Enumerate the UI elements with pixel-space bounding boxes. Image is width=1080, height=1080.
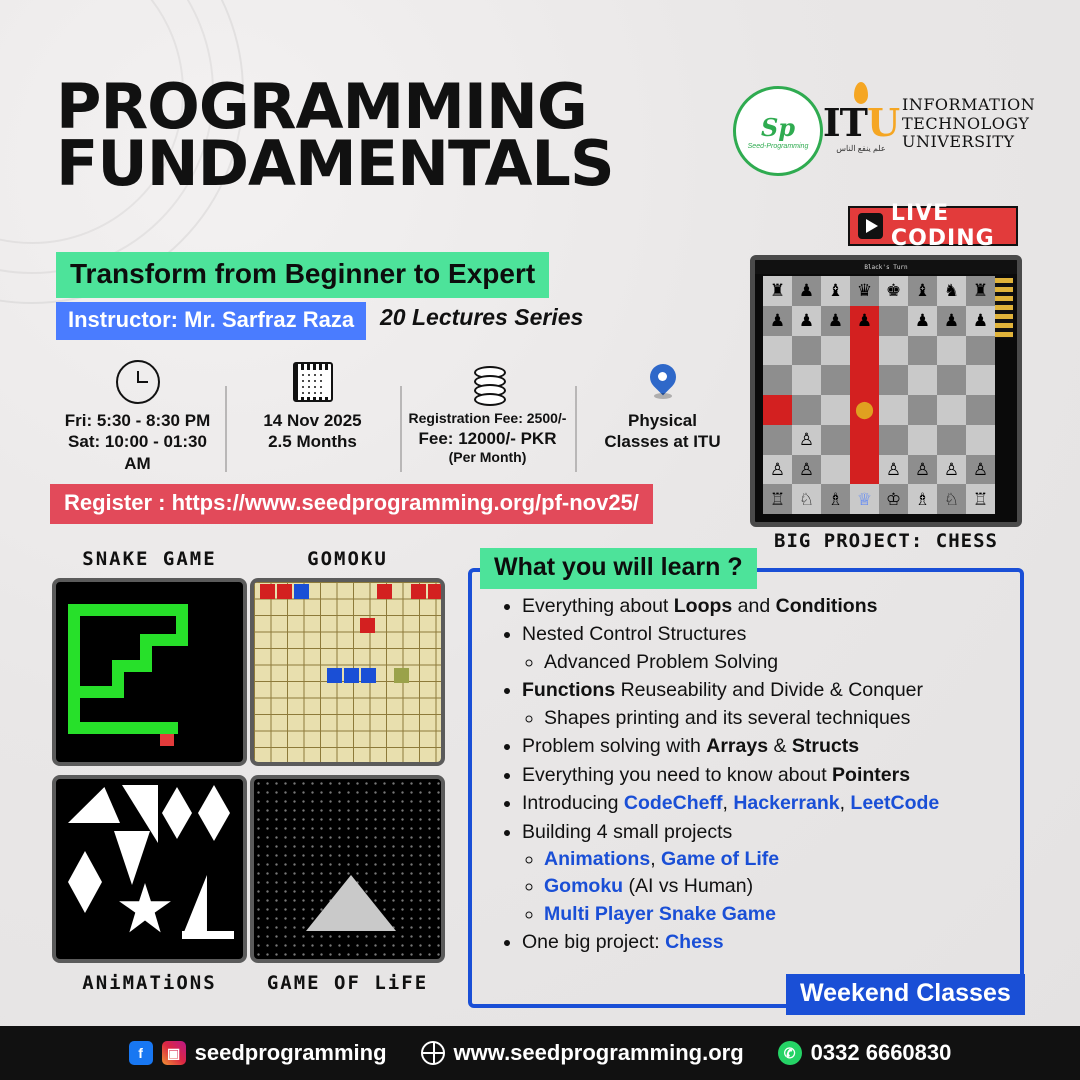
learn-text-fragment: , — [839, 792, 851, 815]
learn-text-fragment: Arrays — [706, 735, 769, 758]
schedule-line-1: Fri: 5:30 - 8:30 PM — [64, 411, 211, 430]
life-pyramid — [306, 875, 396, 931]
learn-sublist — [522, 652, 1016, 673]
seed-logo-subtext: Seed-Programming — [747, 142, 809, 150]
learn-list-item — [522, 822, 1016, 926]
learn-text-fragment: , — [650, 847, 662, 870]
live-coding-badge — [848, 201, 1018, 251]
gomoku-thumbnail — [250, 578, 445, 766]
learn-text-fragment: Gomoku — [544, 875, 624, 898]
itu-arabic-motto: علم ینفع الناس — [836, 144, 886, 153]
info-row — [50, 360, 750, 480]
learn-text-fragment: One big project: — [522, 931, 666, 954]
game-of-life-thumbnail — [250, 775, 445, 963]
learn-text-fragment: and — [732, 595, 776, 617]
learn-list-root — [500, 596, 1016, 954]
coins-icon — [468, 360, 508, 404]
learn-text-fragment: Reuseability and Divide & Conquer — [615, 679, 924, 702]
info-cell-date — [225, 360, 400, 480]
snake-game-label: SNAKE GAME — [82, 548, 217, 570]
itu-logo — [822, 82, 1036, 166]
weekend-classes-badge: Weekend Classes — [786, 974, 1025, 1015]
chess-status-bar: Black's Turn — [755, 260, 1017, 274]
registration-fee: Registration Fee: 2500/- — [408, 410, 567, 426]
title-line-1: PROGRAMMING — [56, 70, 587, 143]
footer-phone[interactable] — [778, 1040, 952, 1066]
lectures-count: 20 Lectures Series — [380, 304, 584, 330]
itu-letters-u: U — [866, 100, 900, 145]
gomoku-label: GOMOKU — [307, 548, 388, 570]
social-handle: seedprogramming — [194, 1040, 387, 1065]
monthly-fee: Fee: 12000/- PKR — [418, 428, 557, 448]
calendar-icon — [293, 360, 333, 404]
location-pin-icon — [648, 360, 678, 404]
learn-sublist-item — [544, 708, 1016, 729]
chess-side-panel — [995, 278, 1013, 338]
footer-website[interactable] — [421, 1040, 744, 1066]
seed-logo-initials: Sp — [760, 112, 796, 142]
instagram-icon[interactable]: ▣ — [162, 1041, 186, 1065]
learn-text-fragment: Introducing — [522, 792, 624, 815]
chess-project-label: BIG PROJECT: CHESS — [774, 530, 998, 552]
footer-social[interactable] — [129, 1040, 387, 1066]
seed-programming-logo — [733, 86, 823, 176]
instructor-badge: Instructor: Mr. Sarfraz Raza — [56, 302, 366, 340]
learn-text-fragment: Game of Life — [661, 847, 780, 870]
footer-bar — [0, 1026, 1080, 1080]
learn-text-fragment: Problem solving with — [522, 735, 707, 758]
info-cell-fee — [400, 360, 575, 480]
learn-text-fragment: CodeCheff — [623, 792, 723, 815]
learn-list-item — [522, 736, 1016, 757]
learn-list — [500, 596, 1016, 961]
what-you-will-learn-title: What you will learn ? — [480, 548, 757, 589]
location-line-1: Physical — [628, 411, 697, 430]
learn-list-item — [522, 596, 1016, 617]
learn-text-fragment: Animations — [544, 847, 651, 870]
learn-text-fragment: Structs — [791, 735, 860, 758]
learn-list-item — [522, 624, 1016, 673]
website-url: www.seedprogramming.org — [453, 1040, 744, 1065]
whatsapp-icon[interactable]: ✆ — [778, 1041, 802, 1065]
learn-text-fragment: Loops — [673, 595, 733, 617]
register-link[interactable]: Register : https://www.seedprogramming.org/pf-nov25/ — [50, 484, 653, 524]
learn-text-fragment: Functions — [522, 679, 616, 702]
live-coding-label: LIVE CODING — [890, 201, 995, 251]
learn-text-fragment: Pointers — [832, 763, 911, 786]
learn-text-fragment: Chess — [665, 931, 724, 954]
fee-note: (Per Month) — [448, 448, 527, 465]
play-icon — [858, 213, 883, 239]
learn-text-fragment: Everything about — [522, 595, 674, 617]
info-cell-schedule — [50, 360, 225, 480]
learn-text-fragment: , — [722, 792, 734, 815]
learn-sublist-item — [544, 849, 1016, 870]
schedule-line-2: Sat: 10:00 - 01:30 AM — [68, 432, 207, 473]
animations-label: ANiMATiONS — [82, 972, 217, 994]
globe-icon — [421, 1041, 445, 1065]
clock-icon — [116, 360, 160, 404]
learn-text-fragment: Conditions — [775, 595, 878, 617]
learn-text-fragment: Multi Player Snake Game — [544, 902, 776, 925]
title-line-2: FUNDAMENTALS — [56, 127, 614, 201]
learn-list-item — [522, 932, 1016, 953]
learn-list-item — [522, 793, 1016, 814]
itu-mark — [822, 82, 900, 166]
learn-list-item — [522, 765, 1016, 786]
learn-text-fragment: Everything you need to know about — [522, 763, 833, 786]
chess-project-screenshot — [750, 255, 1022, 527]
learn-text-fragment: Building 4 small projects — [522, 820, 733, 843]
itu-full-name: INFORMATION TECHNOLOGY UNIVERSITY — [902, 94, 1036, 152]
game-of-life-label: GAME OF LiFE — [266, 972, 429, 994]
itu-letters — [822, 100, 900, 145]
learn-text-fragment: Nested Control Structures — [522, 623, 747, 646]
learn-text-fragment: (AI vs Human) — [623, 875, 754, 898]
learn-list-item — [522, 680, 1016, 729]
learn-text-fragment: Advanced Problem Solving — [544, 650, 779, 673]
info-cell-location — [575, 360, 750, 480]
learn-sublist — [522, 708, 1016, 729]
itu-letters-it: IT — [822, 100, 867, 145]
learn-text-fragment: Hackerrank — [733, 792, 840, 815]
phone-number: 0332 6660830 — [810, 1040, 952, 1065]
learn-text-fragment: & — [768, 735, 792, 758]
page-title — [56, 70, 614, 201]
learn-sublist-item — [544, 904, 1016, 925]
snake-game-thumbnail — [52, 578, 247, 766]
learn-text-fragment: Shapes printing and its several techniques — [544, 706, 911, 729]
subtitle-banner: Transform from Beginner to Expert — [56, 252, 549, 298]
start-date: 14 Nov 2025 — [263, 411, 362, 430]
location-line-2: Classes at ITU — [604, 432, 721, 452]
facebook-icon[interactable]: f — [129, 1041, 153, 1065]
animations-thumbnail — [52, 775, 247, 963]
learn-sublist — [522, 849, 1016, 925]
learn-text-fragment: LeetCode — [850, 792, 940, 815]
duration: 2.5 Months — [268, 432, 357, 452]
learn-sublist-item — [544, 876, 1016, 897]
learn-sublist-item — [544, 652, 1016, 673]
chess-board: ♜ ♟ ♝ ♛ ♚ ♝ ♞ ♜ ♟ ♟ ♟ ♟ ♟ ♟ ♟ ⬤ ♙ ♙ ♙ ♙ ♙ ♙ ♙ ♖ ♘ ♗ ♕ ♔ ♗ ♘ ♖ — [763, 276, 995, 514]
